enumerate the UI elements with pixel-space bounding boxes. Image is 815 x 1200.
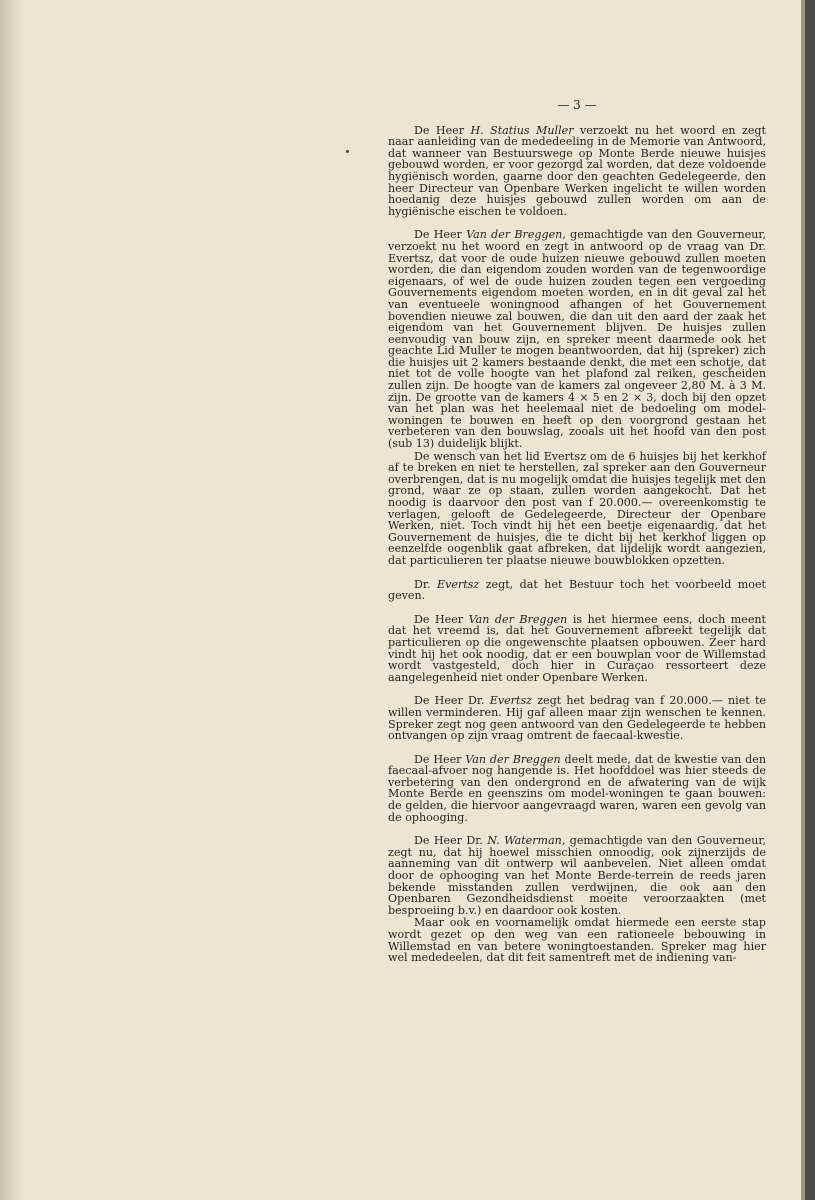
paragraph-text: De Heer Dr. — [414, 834, 488, 848]
paragraph — [388, 579, 766, 602]
speaker-name: Evertsz — [489, 694, 532, 708]
paragraph-text: Dr. — [414, 577, 437, 591]
paragraph-text: , gemachtigde van den Gouverneur, verzoekt nu het woord en zegt in antwoord op de vraag van Dr. Evertsz, dat voor de oude huizen nieuwe gebouwd zullen moeten worden, die dan eigendom zouden worden van de tegenwoordige eigenaars, of wel de oude huizen zouden tegen een vergoeding Gouvernements eigendom moeten worden, en in dit geval zal het van eventueele woningnood afhangen of het Gouvernement bovendien nieuwe zal bouwen, die dan uit den aard der zaak het eigendom van het Gouvernement blijven. De huisjes zullen eenvoudig van bouw zijn, en spreker meent daarmede ook het geachte Lid Muller te mogen beantwoorden, dat hij (spreker) zich die huisjes uit 2 kamers bestaande denkt, die met een schotje, dat niet tot de volle hoogte van het plafond zal reiken, gescheiden zullen zijn. De hoogte van de kamers zal ongeveer 2,80 M. à 3 M. zijn. De grootte van de kamers 4 × 5 en 2 × 3, doch bij den opzet van het plan was het heelemaal niet de bedoeling om model-woningen te bouwen en heeft op den voorgrond gestaan het verbeteren van den bouwslag, zooals uit het hoofd van den post (sub 13) duidelijk blijkt. — [388, 228, 766, 451]
paragraph — [388, 917, 766, 963]
paragraph — [388, 229, 766, 449]
margin-mark — [346, 150, 349, 153]
paragraph-text: zegt het bedrag van f 20.000.— niet te willen verminderen. Hij gaf alleen maar zijn wenschen te kennen. Spreker zegt nog geen antwoord van den Gedelegeerde te hebben ontvangen op zijn vraag omtrent de faecaal-kwestie. — [388, 694, 766, 743]
paragraph-text: De Heer — [414, 123, 471, 137]
paragraph — [388, 614, 766, 684]
paragraph-text: , gemachtigde van den Gouverneur, zegt nu, dat hij hoewel misschien onnoodig, ook zijnerzijds de aanneming van dit ontwerp wil aanbevelen. Niet alleen omdat door de ophooging van het Monte Berde-terrein de reeds jaren bekende misstanden zullen verdwijnen, die ook aan den Openbaren Gezondheidsdienst moeite veroorzaakten (met besproeiing b.v.) en daardoor ook kosten. — [388, 834, 766, 917]
paragraph-text: verzoekt nu het woord en zegt naar aanleiding van de mededeeling in de Memorie van Antwoord, dat wanneer van Bestuurswege op Monte Berde nieuwe huisjes gebouwd worden, er voor gezorgd zal worden, dat deze voldoende hygiënisch worden, gaarne door den geachten Gedelegeerde, den heer Directeur van Openbare Werken ingelicht te willen worden hoedanig deze huisjes gebouwd zullen worden om aan de hygiënische eischen te voldoen. — [388, 123, 766, 218]
paragraph — [388, 695, 766, 741]
page-number: — 3 — — [557, 98, 597, 112]
paragraph — [388, 754, 766, 824]
paragraph — [388, 451, 766, 567]
speaker-name: Evertsz — [436, 577, 480, 591]
paragraph — [388, 835, 766, 916]
paragraph-text: deelt mede, dat de kwestie van den faecaal-afvoer nog hangende is. Het hoofddoel was hier steeds de verbetering van den ondergrond en de afwatering van de wijk Monte Berde en geenszins om model-woningen te gaan bouwen: de gelden, die hiervoor aangevraagd waren, waren een gevolg van de ophooging. — [388, 752, 766, 824]
paragraph-text: zegt, dat het Bestuur toch het voorbeeld moet geven. — [388, 577, 766, 603]
paragraph — [388, 125, 766, 218]
speaker-name: Van der Breggen — [465, 752, 561, 766]
paragraph-text: is het hiermee eens, doch meent dat het vreemd is, dat het Gouvernement afbreekt tegelijk dat particulieren op die ongewenschte plaatsen opbouwen. Zeer hard vindt hij het ook noodig, dat er een bouwplan voor de Willemstad wordt vastgesteld, doch hier in Curaçao ressorteert deze aangelegenheid niet onder Openbare Werken. — [388, 612, 766, 684]
paragraph-text: Maar ook en voornamelijk omdat hiermede een eerste stap wordt gezet op den weg van een rationeele bebouwing in Willemstad en van betere woningtoestanden. Spreker mag hier wel mededeelen, dat dit feit samentreft met de indiening van- — [388, 916, 766, 965]
paragraph-text: De Heer — [414, 612, 469, 626]
scan-border — [805, 0, 815, 1200]
speaker-name: Van der Breggen — [466, 228, 563, 242]
paragraph-text: De Heer — [414, 228, 467, 242]
text-column — [388, 100, 766, 964]
speaker-name: N. Waterman — [487, 834, 562, 848]
paragraph-text: De wensch van het lid Evertsz om de 6 huisjes bij het kerkhof af te breken en niet te herstellen, zal spreker aan den Gouverneur overbrengen, dat is nu mogelijk omdat die huisjes tegelijk met den grond, waar ze op staan, zullen worden aangekocht. Dat het noodig is daarvoor den post van f 20.000.— overeenkomstig te verlagen, gelooft de Gedelegeerde, Directeur der Openbare Werken, niet. Toch vindt hij het een beetje eigenaardig, dat het Gouvernement de huisjes, die te dicht bij het kerkhof liggen op eenzelfde oogenblik gaat afbreken, dat lijdelijk wordt aangezien, dat particulieren ter plaatse nieuwe bouwblokken opzetten. — [388, 449, 766, 567]
paragraph-text: De Heer — [414, 752, 466, 766]
speaker-name: H. Statius Muller — [470, 123, 574, 137]
speaker-name: Van der Breggen — [468, 612, 568, 626]
paragraph-text: De Heer Dr. — [414, 694, 490, 708]
